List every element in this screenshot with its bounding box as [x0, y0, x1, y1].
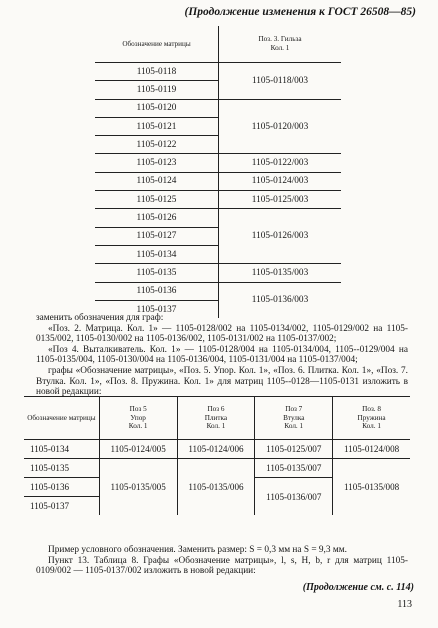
matrix-cell: 1105-0121: [95, 117, 219, 135]
sleeve-cell: 1105-0118/003: [219, 63, 342, 100]
sleeve-cell: 1105-0122/003: [219, 154, 342, 172]
matrix-cell: 1105-0127: [95, 227, 219, 245]
col-header-matrix: Обозначение матрицы: [24, 397, 99, 440]
matrix-cell: 1105-0135: [95, 264, 219, 282]
spring-cell: 1105-0135/008: [333, 459, 410, 516]
matrix-cell: 1105-0118: [95, 63, 219, 81]
page-number: 113: [397, 599, 412, 610]
matrix-parts-table: [24, 396, 410, 515]
amendment-item-pos2: «Поз. 2. Матрица. Кол. 1» — 1105-0128/002 на 1105-0134/002, 1105-0129/002 на 1105-0135/002, 1105-0130/002 на 1105-0136/002, 1105-0131/002 на 1105-0137/002;: [36, 323, 408, 345]
matrix-cell: 1105-0124: [95, 172, 219, 190]
example-item-size: Пример условного обозначения. Заменить размер: S = 0,3 мм на S = 9,3 мм.: [48, 545, 347, 555]
matrix-cell: 1105-0123: [95, 154, 219, 172]
col-header-matrix: Обозначение матрицы: [95, 26, 219, 63]
stop-cell: 1105-0135/005: [99, 459, 177, 516]
amendment-text: [36, 313, 408, 398]
amendment-item-pos4: «Поз 4. Выталкиватель. Кол. 1» — 1105-0128/004 на 1105-0134/004, 1105--0129/004 на 1105-0135/004, 1105-0130/004 на 1105-0136/004, 1105-0131/004 на 1105-0137/004;: [36, 344, 408, 366]
matrix-cell: 1105-0125: [95, 191, 219, 209]
sleeve-cell: 1105-0136/003: [251, 295, 309, 306]
matrix-cell: 1105-0134: [24, 440, 99, 459]
matrix-sleeve-table: [95, 26, 341, 318]
matrix-cell: 1105-0134: [95, 245, 219, 263]
col-header-plate: Поз 6 Плитка Кол. 1: [177, 397, 255, 440]
amendment-intro: заменить обозначения для граф:: [36, 313, 164, 323]
sleeve-cell: 1105-0135/003: [219, 264, 342, 282]
col-header-stop: Поз 5 Упор Кол. 1: [99, 397, 177, 440]
sleeve-cell: 1105-0120/003: [219, 99, 342, 154]
example-text: [36, 545, 408, 577]
plate-cell: 1105-0135/006: [177, 459, 255, 516]
amendment-item-columns: графы «Обозначение матрицы», «Поз. 5. Упор. Кол. 1», «Поз. 6. Плитка. Кол. 1», «Поз. 7. Втулка. Кол. 1», «Поз. 8. Пружина. Кол. 1» для матриц 1105--0128—1105-0131 изложить в новой редакции:: [36, 365, 408, 398]
matrix-cell: 1105-0126: [95, 209, 219, 227]
col-header-sleeve: Поз. 3. Гильза Кол. 1: [219, 26, 342, 63]
continuation-header: (Продолжение изменения к ГОСТ 26508—85): [184, 6, 416, 18]
matrix-cell: 1105-0136: [24, 478, 99, 497]
bushing-cell: 1105-0125/007: [255, 440, 333, 459]
matrix-cell: 1105-0119: [95, 81, 219, 99]
matrix-cell: 1105-0122: [95, 136, 219, 154]
matrix-cell: 1105-0135: [24, 459, 99, 478]
example-item-table8: Пункт 13. Таблица 8. Графы «Обозначение матрицы», l, s, H, b, r для матриц 1105-0109/002 — 1105-0137/002 изложить в новой редакции:: [36, 555, 408, 577]
matrix-cell: 1105-0136: [95, 282, 219, 300]
plate-cell: 1105-0124/006: [177, 440, 255, 459]
col-header-spring: Поз. 8 Пружина Кол. 1: [333, 397, 410, 440]
sleeve-cell: 1105-0124/003: [219, 172, 342, 190]
bushing-cell: 1105-0135/007: [255, 459, 333, 478]
matrix-cell: 1105-0137: [95, 300, 219, 318]
continuation-footer: (Продолжение см. с. 114): [302, 582, 414, 593]
matrix-cell: 1105-0120: [95, 99, 219, 117]
col-header-bushing: Поз 7 Втулка Кол. 1: [255, 397, 333, 440]
matrix-cell: 1105-0137: [30, 501, 70, 511]
bushing-cell: 1105-0136/007: [255, 478, 333, 516]
spring-cell: 1105-0124/008: [333, 440, 410, 459]
sleeve-cell: 1105-0125/003: [219, 191, 342, 209]
stop-cell: 1105-0124/005: [99, 440, 177, 459]
sleeve-cell: 1105-0126/003: [219, 209, 342, 264]
